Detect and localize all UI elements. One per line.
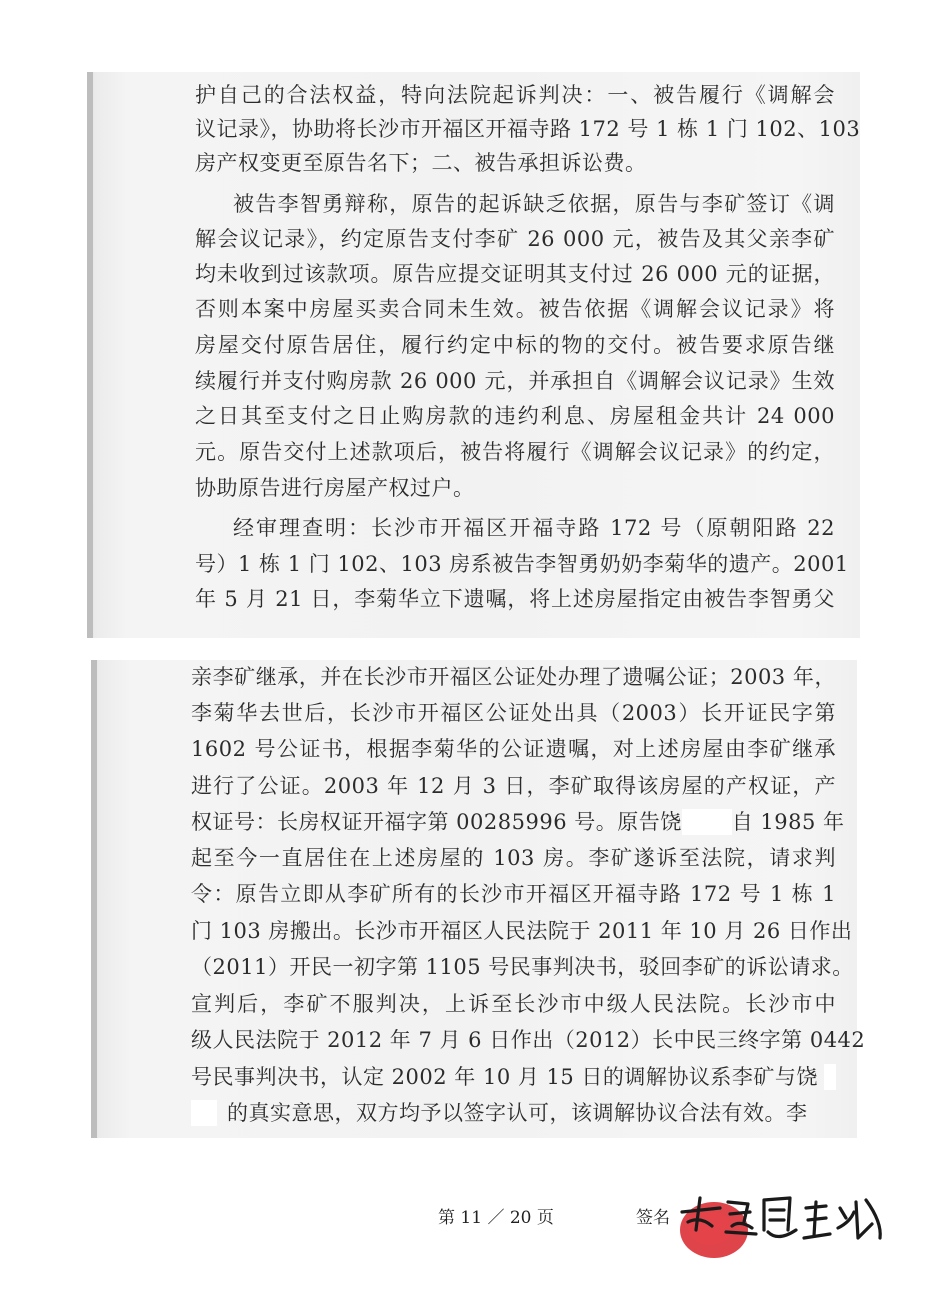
- text-line-redacted: [191, 809, 845, 835]
- redaction-box: [191, 1100, 217, 1126]
- text-line: 均未收到过该款项。原告应提交证明其支付过 26 000 元的证据，: [195, 262, 835, 286]
- handwritten-signature: [660, 1172, 890, 1272]
- text-line-redacted: [191, 1100, 836, 1126]
- text-line: 经审理查明：长沙市开福区开福寺路 172 号（原朝阳路 22: [233, 516, 835, 540]
- text-segment: 权证号：长房权证开福字第 00285996 号。原告饶: [191, 810, 682, 834]
- text-line: 房产权变更至原告名下；二、被告承担诉讼费。: [195, 151, 647, 175]
- text-line: （2011）开民一初字第 1105 号民事判决书，驳回李矿的诉讼请求。: [191, 955, 854, 979]
- text-line: 年 5 月 21 日，李菊华立下遗嘱，将上述房屋指定由被告李智勇父: [195, 587, 835, 611]
- page-number: 第 11 ／ 20 页: [438, 1208, 554, 1228]
- scanned-page-top: [87, 72, 860, 638]
- redaction-box: [824, 1064, 836, 1090]
- text-line: 亲李矿继承，并在长沙市开福区公证处办理了遗嘱公证；2003 年，: [191, 665, 836, 689]
- scanned-page-bottom: [91, 660, 866, 1138]
- redaction-box: [682, 809, 732, 835]
- sign-label: 签名: [636, 1208, 670, 1228]
- text-line: 之日其至支付之日止购房款的违约利息、房屋租金共计 24 000: [195, 404, 835, 428]
- text-line: 护自己的合法权益，特向法院起诉判决：一、被告履行《调解会: [195, 83, 835, 107]
- text-line: 解会议记录》，约定原告支付李矿 26 000 元，被告及其父亲李矿: [195, 227, 835, 251]
- text-line: 1602 号公证书，根据李菊华的公证遗嘱，对上述房屋由李矿继承: [191, 737, 836, 761]
- text-line: 议记录》，协助将长沙市开福区开福寺路 172 号 1 栋 1 门 102、103: [195, 117, 861, 141]
- text-segment: 号民事判决书，认定 2002 年 10 月 15 日的调解协议系李矿与饶: [191, 1065, 818, 1089]
- text-line: 宣判后，李矿不服判决，上诉至长沙市中级人民法院。长沙市中: [191, 992, 836, 1016]
- text-line: 级人民法院于 2012 年 7 月 6 日作出（2012）长中民三终字第 0442: [191, 1028, 866, 1052]
- text-line: 房屋交付原告居住，履行约定中标的物的交付。被告要求原告继: [195, 333, 835, 357]
- text-line: 被告李智勇辩称，原告的起诉缺乏依据，原告与李矿签订《调: [233, 192, 835, 216]
- text-segment: 自 1985 年: [731, 810, 845, 834]
- text-line: 否则本案中房屋买卖合同未生效。被告依据《调解会议记录》将: [195, 297, 835, 321]
- text-line: 令：原告立即从李矿所有的长沙市开福区开福寺路 172 号 1 栋 1: [191, 882, 836, 906]
- text-line: 协助原告进行房屋产权过户。: [195, 476, 475, 500]
- text-segment: 的真实意思，双方均予以签字认可，该调解协议合法有效。李: [227, 1101, 808, 1125]
- text-line: 李菊华去世后，长沙市开福区公证处出具（2003）长开证民字第: [191, 701, 836, 725]
- text-line: 进行了公证。2003 年 12 月 3 日，李矿取得该房屋的产权证，产: [191, 774, 836, 798]
- text-line-redacted: [191, 1064, 836, 1090]
- text-line: 元。原告交付上述款项后，被告将履行《调解会议记录》的约定，: [195, 440, 835, 464]
- text-line: 门 103 房搬出。长沙市开福区人民法院于 2011 年 10 月 26 日作出: [191, 919, 853, 943]
- text-line: 号）1 栋 1 门 102、103 房系被告李智勇奶奶李菊华的遗产。2001: [195, 552, 849, 576]
- text-line: 续履行并支付购房款 26 000 元，并承担自《调解会议记录》生效: [195, 369, 835, 393]
- text-line: 起至今一直居住在上述房屋的 103 房。李矿遂诉至法院，请求判: [191, 846, 836, 870]
